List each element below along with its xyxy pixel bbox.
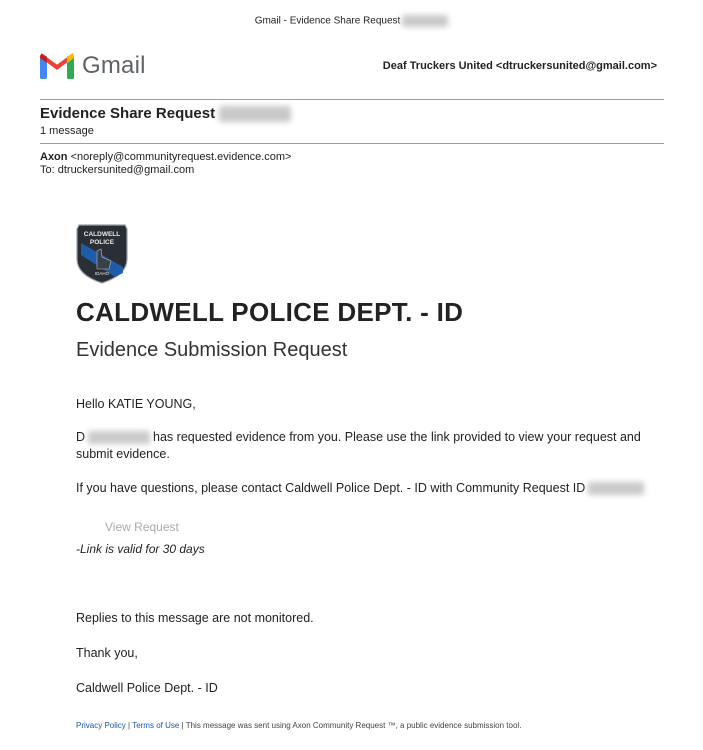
badge-line1: CALDWELL	[83, 231, 121, 238]
redacted-request-id	[588, 482, 644, 495]
request-paragraph-rest: has requested evidence from you. Please use the link provided to view your request and	[153, 430, 641, 444]
request-title: Evidence Submission Request	[76, 339, 348, 361]
not-monitored-note: Replies to this message are not monitored.	[76, 611, 314, 625]
request-paragraph	[76, 429, 656, 463]
gmail-wordmark: Gmail	[82, 52, 146, 79]
sender-name: Axon	[40, 151, 68, 163]
email-footer	[76, 721, 521, 730]
subject-text: Evidence Share Request	[40, 105, 216, 122]
redacted-id	[402, 15, 448, 27]
gmail-logo	[40, 52, 146, 80]
request-paragraph-line2: submit evidence.	[76, 447, 170, 461]
requester-initial: D	[76, 430, 86, 444]
request-paragraph-line1	[76, 429, 656, 446]
redacted-name	[88, 431, 150, 444]
thread-subject	[40, 105, 291, 122]
badge-line2: POLICE	[89, 239, 115, 246]
footer-note: | This message was sent using Axon Community Request ™, a public evidence submission tool.	[181, 721, 522, 730]
contact-paragraph	[76, 480, 676, 497]
privacy-policy-link[interactable]: Privacy Policy	[76, 721, 126, 730]
view-request-link[interactable]: View Request	[105, 520, 179, 534]
terms-of-use-link[interactable]: Terms of Use	[132, 721, 180, 730]
redacted-id	[219, 106, 291, 122]
signature: Caldwell Police Dept. - ID	[76, 681, 218, 695]
divider-bottom	[40, 143, 664, 144]
department-title: CALDWELL POLICE DEPT. - ID	[76, 297, 464, 327]
account-email: Deaf Truckers United <dtruckersunited@gmail.com>	[382, 60, 657, 72]
sender-email: <noreply@communityrequest.evidence.com>	[70, 151, 292, 163]
print-header-text: Gmail - Evidence Share Request	[254, 15, 401, 27]
police-badge-logo	[75, 223, 129, 290]
badge-line3: IDAHO	[94, 271, 110, 276]
link-validity-note: -Link is valid for 30 days	[76, 542, 205, 556]
footer-separator: |	[128, 721, 131, 730]
message-count: 1 message	[40, 125, 94, 137]
closing-thanks: Thank you,	[76, 646, 138, 660]
divider-top	[40, 99, 664, 100]
from-line	[40, 151, 291, 163]
print-header-title	[0, 15, 703, 27]
contact-text: If you have questions, please contact Caldwell Police Dept. - ID with Community Request ID	[76, 481, 586, 495]
to-line: To: dtruckersunited@gmail.com	[40, 164, 195, 176]
greeting: Hello KATIE YOUNG,	[76, 397, 196, 411]
gmail-m-icon	[40, 53, 74, 79]
